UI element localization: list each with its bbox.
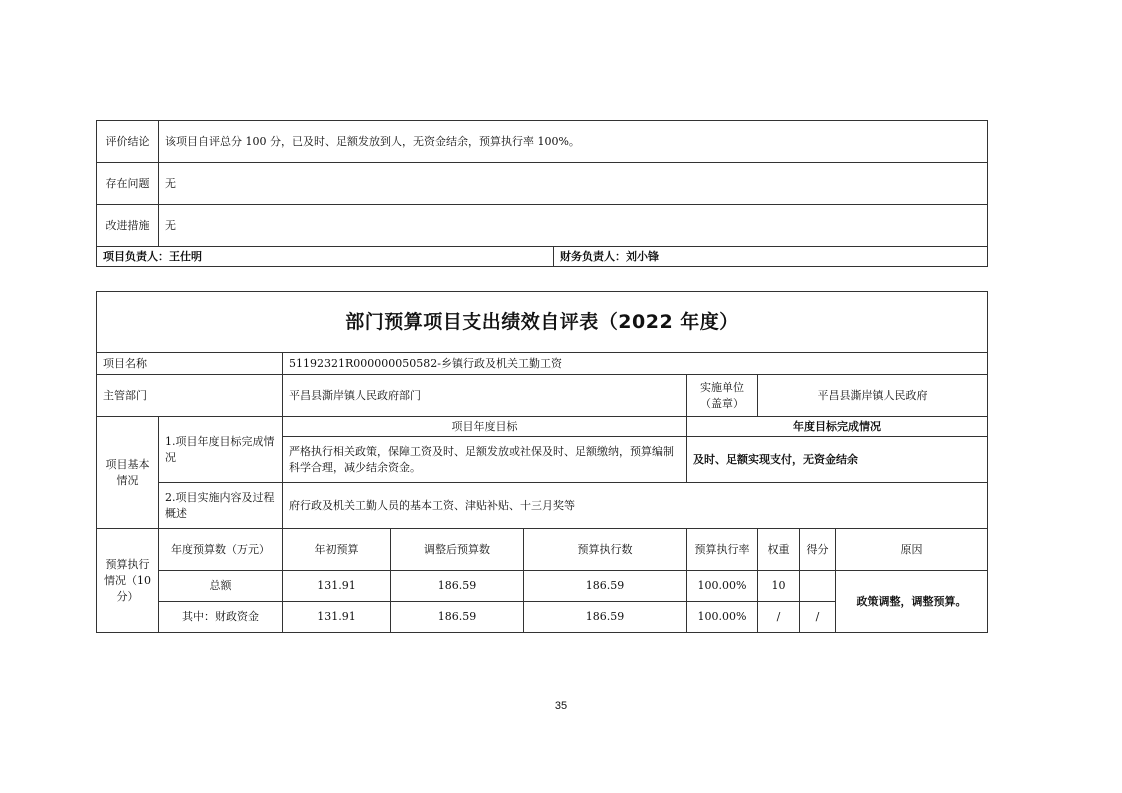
eval-text: 该项目自评总分 100 分，已及时、足额发放到人，无资金结余，预算执行率 100%。 xyxy=(159,121,988,163)
row-score: / xyxy=(800,602,836,633)
row-adjusted: 186.59 xyxy=(391,602,524,633)
improve-label: 改进措施 xyxy=(97,205,159,247)
goal-header: 项目年度目标 xyxy=(283,417,687,437)
goal-text: 严格执行相关政策，保障工资及时、足额发放或社保及时、足额缴纳，预算编制科学合理，减少结余资金。 xyxy=(283,437,687,483)
impl-unit-label: 实施单位（盖章） xyxy=(687,375,758,417)
eval-label: 评价结论 xyxy=(97,121,159,163)
improve-text: 无 xyxy=(159,205,988,247)
basic-label: 项目基本情况 xyxy=(97,417,159,529)
row-label: 总额 xyxy=(159,571,283,602)
finance-lead: 财务负责人：刘小锋 xyxy=(554,247,988,267)
dept-label: 主管部门 xyxy=(97,375,283,417)
dept-value: 平昌县澌岸镇人民政府部门 xyxy=(283,375,687,417)
evaluation-table xyxy=(96,120,988,267)
reason-text: 政策调整，调整预算。 xyxy=(836,571,988,633)
header-initial: 年初预算 xyxy=(283,529,391,571)
row-label: 其中：财政资金 xyxy=(159,602,283,633)
content-text: 府行政及机关工勤人员的基本工资、津贴补贴、十三月奖等 xyxy=(283,483,988,529)
completion-header: 年度目标完成情况 xyxy=(687,417,988,437)
header-executed: 预算执行数 xyxy=(524,529,687,571)
issues-label: 存在问题 xyxy=(97,163,159,205)
page-number: 35 xyxy=(554,700,568,712)
row-rate: 100.00% xyxy=(687,571,758,602)
row-initial: 131.91 xyxy=(283,602,391,633)
impl-unit-value: 平昌县澌岸镇人民政府 xyxy=(758,375,988,417)
row-score xyxy=(800,571,836,602)
table-title: 部门预算项目支出绩效自评表（2022 年度） xyxy=(97,292,988,353)
goal-label: 1.项目年度目标完成情况 xyxy=(159,417,283,483)
project-name-label: 项目名称 xyxy=(97,353,283,375)
header-annual-budget: 年度预算数（万元） xyxy=(159,529,283,571)
header-rate: 预算执行率 xyxy=(687,529,758,571)
row-executed: 186.59 xyxy=(524,571,687,602)
row-weight: 10 xyxy=(758,571,800,602)
row-adjusted: 186.59 xyxy=(391,571,524,602)
header-weight: 权重 xyxy=(758,529,800,571)
project-name: 51192321R000000050582-乡镇行政及机关工勤工资 xyxy=(283,353,988,375)
header-score: 得分 xyxy=(800,529,836,571)
issues-text: 无 xyxy=(159,163,988,205)
completion-text: 及时、足额实现支付，无资金结余 xyxy=(687,437,988,483)
header-reason: 原因 xyxy=(836,529,988,571)
header-adjusted: 调整后预算数 xyxy=(391,529,524,571)
row-weight: / xyxy=(758,602,800,633)
row-rate: 100.00% xyxy=(687,602,758,633)
project-lead: 项目负责人：王仕明 xyxy=(97,247,554,267)
self-evaluation-table xyxy=(96,291,988,633)
row-initial: 131.91 xyxy=(283,571,391,602)
budget-label: 预算执行情况（10 分） xyxy=(97,529,159,633)
table-row xyxy=(97,571,988,602)
row-executed: 186.59 xyxy=(524,602,687,633)
content-label: 2.项目实施内容及过程概述 xyxy=(159,483,283,529)
